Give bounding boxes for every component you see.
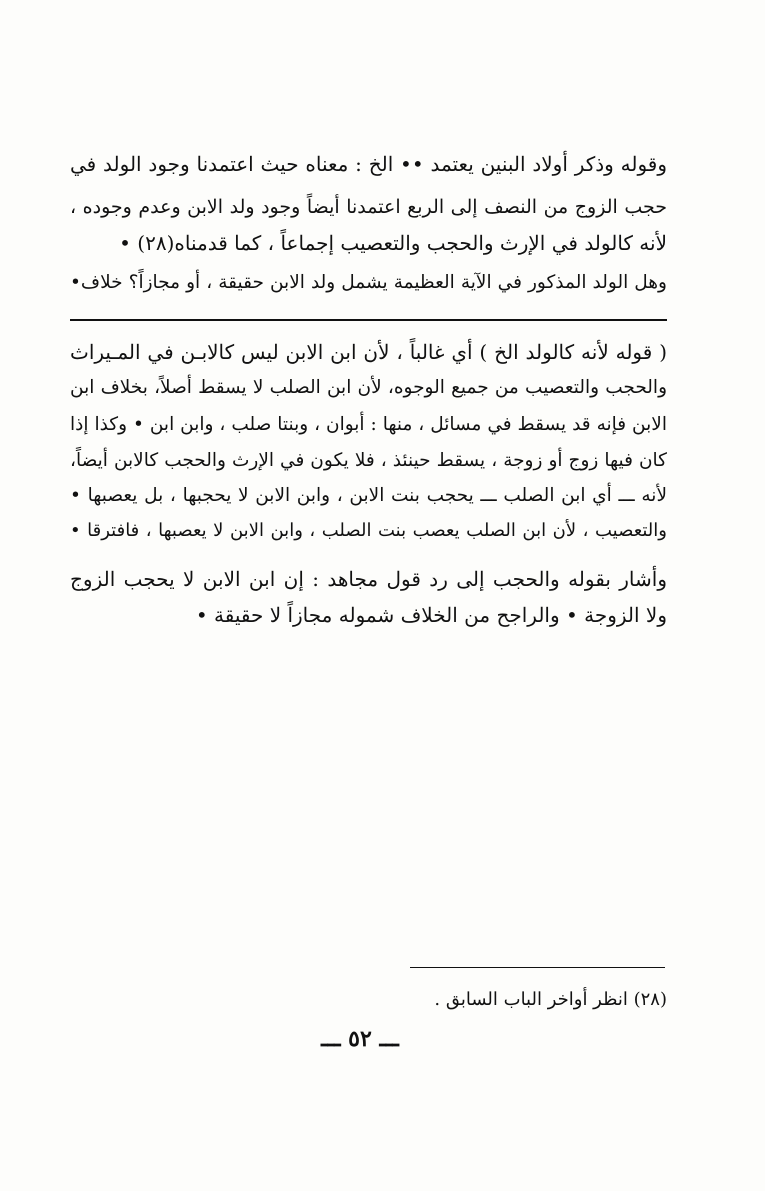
footnote: (٢٨) انظر أواخر الباب السابق . — [434, 989, 667, 1010]
main-text-line: حجب الزوج من النصف إلى الربع اعتمدنا أيضاً وجود ولد الابن وعدم وجوده ، — [70, 196, 667, 218]
footnote-divider — [410, 967, 665, 968]
page-number: ـــ ٥٢ ـــ — [321, 1026, 399, 1052]
main-text-line: وهل الولد المذكور في الآية العظيمة يشمل ولد الابن حقيقة ، أو مجازاً؟ خلاف• — [70, 272, 667, 293]
section-divider — [70, 319, 667, 321]
commentary-line: وأشار بقوله والحجب إلى رد قول مجاهد : إن ابن الابن لا يحجب الزوج — [70, 567, 667, 591]
commentary-line: والتعصيب ، لأن ابن الصلب يعصب بنت الصلب ، وابن الابن لا يعصبها ، فافترقا • — [70, 520, 667, 541]
commentary-line: والحجب والتعصيب من جميع الوجوه، لأن ابن الصلب لا يسقط أصلاً، بخلاف ابن — [70, 377, 667, 398]
main-text-line: وقوله وذكر أولاد البنين يعتمد •• الخ : معناه حيث اعتمدنا وجود الولد في — [70, 152, 667, 176]
commentary-line: ولا الزوجة • والراجح من الخلاف شموله مجازاً لا حقيقة • — [195, 603, 667, 627]
commentary-line: ( قوله لأنه كالولد الخ ) أي غالباً ، لأن ابن الابن ليس كالابـن في المـيراث — [70, 340, 667, 364]
main-text-line: لأنه كالولد في الإرث والحجب والتعصيب إجماعاً ، كما قدمناه(٢٨) • — [119, 231, 667, 255]
commentary-line: الابن فإنه قد يسقط في مسائل ، منها : أبوان ، وبنتا صلب ، وابن ابن • وكذا إذا — [70, 414, 667, 435]
commentary-line: كان فيها زوج أو زوجة ، يسقط حينئذ ، فلا يكون في الإرث والحجب كالابن أيضاً، — [70, 450, 667, 471]
commentary-line: لأنه ـــ أي ابن الصلب ـــ يحجب بنت الابن ، وابن الابن لا يحجبها ، بل يعصبها • — [70, 485, 667, 506]
